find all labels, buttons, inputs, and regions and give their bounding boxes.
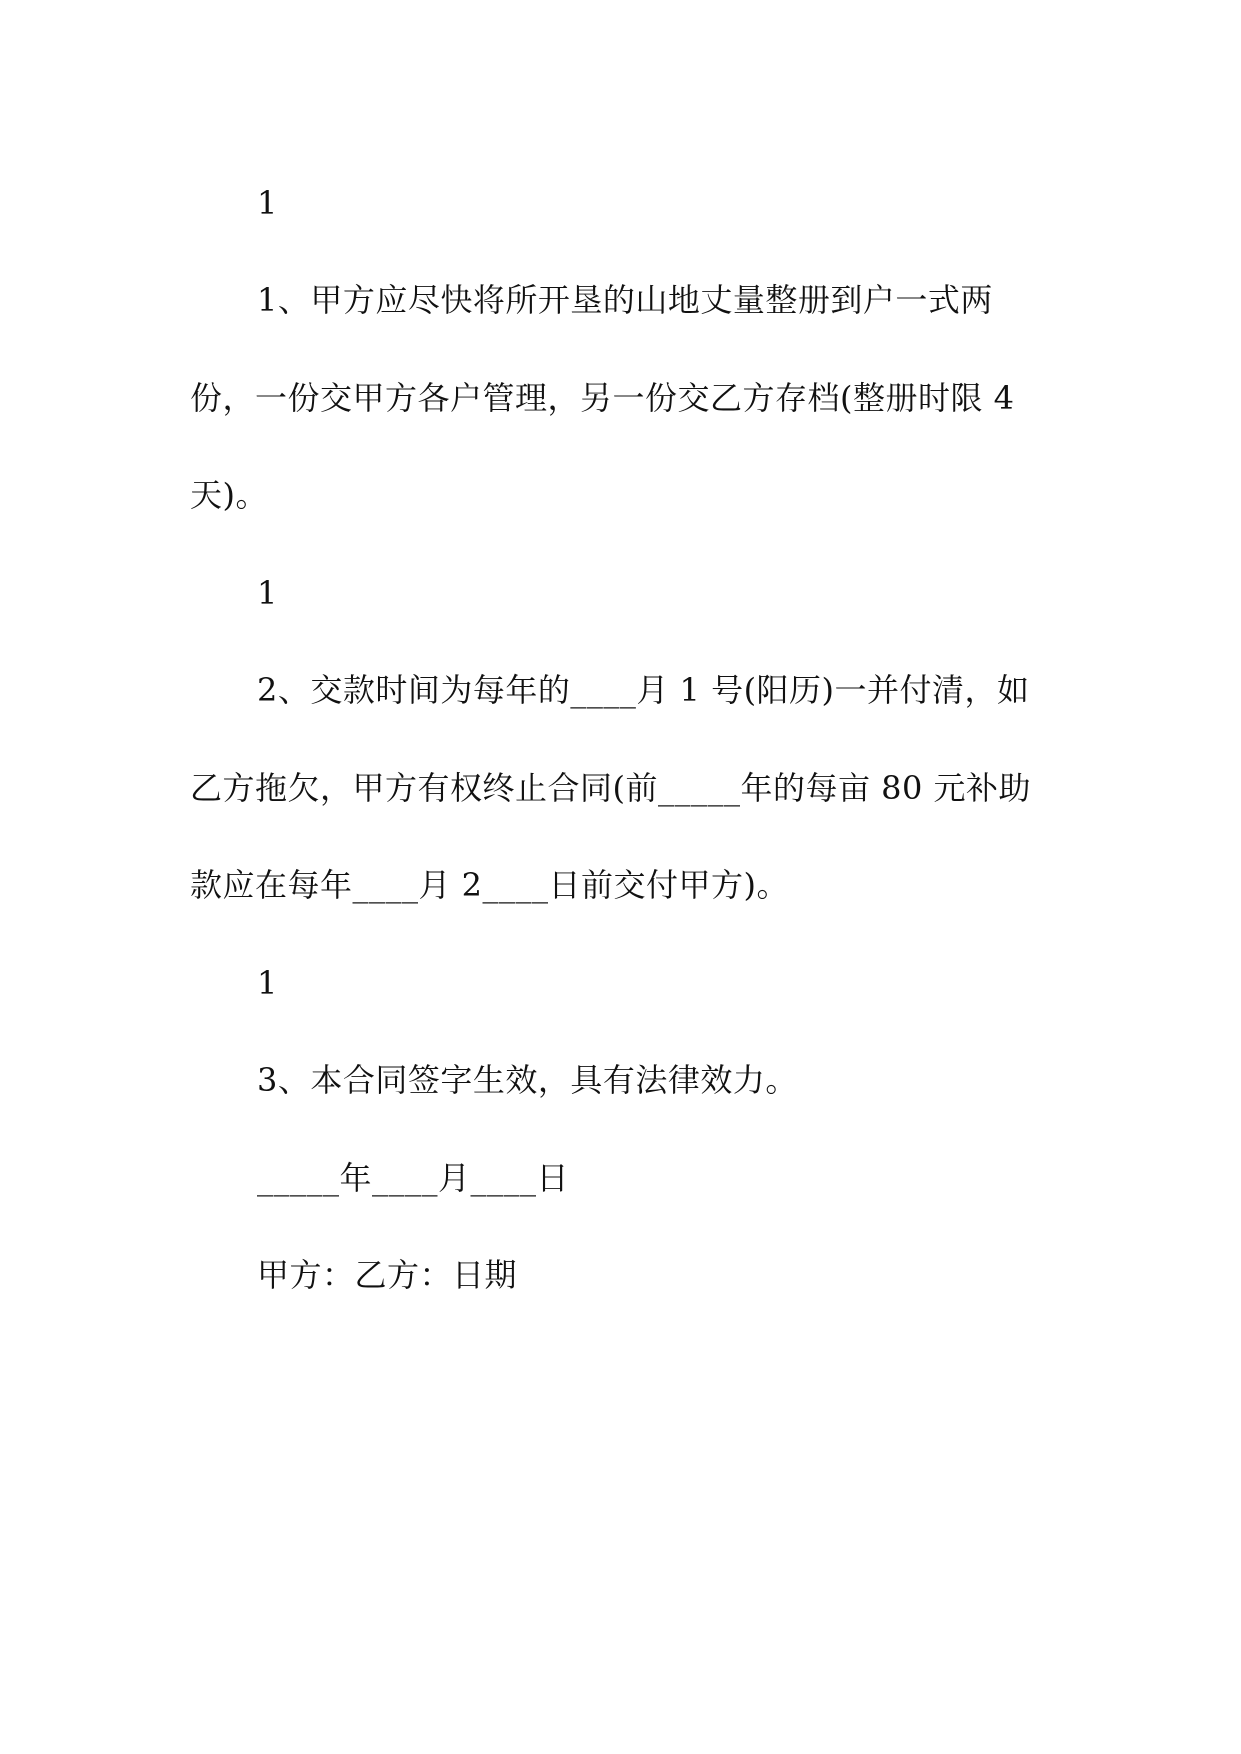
signature-line: 甲方：乙方：日期 xyxy=(257,1256,518,1294)
clause-2-number: 1 xyxy=(257,574,278,612)
clause-3-number: 1 xyxy=(257,964,278,1002)
clause-1-number: 1 xyxy=(257,184,278,222)
date-line: _____年____月____日 xyxy=(257,1159,570,1197)
clause-1-line-1: 1、甲方应尽快将所开垦的山地丈量整册到户一式两 xyxy=(257,281,993,319)
clause-1-line-3: 天)。 xyxy=(190,476,268,514)
clause-2-line-3: 款应在每年____月 2____日前交付甲方)。 xyxy=(190,866,790,904)
clause-2-line-2: 乙方拖欠，甲方有权终止合同(前_____年的每亩 80 元补助 xyxy=(190,769,1032,807)
clause-3-line-1: 3、本合同签字生效，具有法律效力。 xyxy=(257,1061,798,1099)
clause-1-line-2: 份，一份交甲方各户管理，另一份交乙方存档(整册时限 4 xyxy=(190,379,1015,417)
clause-2-line-1: 2、交款时间为每年的____月 1 号(阳历)一并付清，如 xyxy=(257,671,1030,709)
